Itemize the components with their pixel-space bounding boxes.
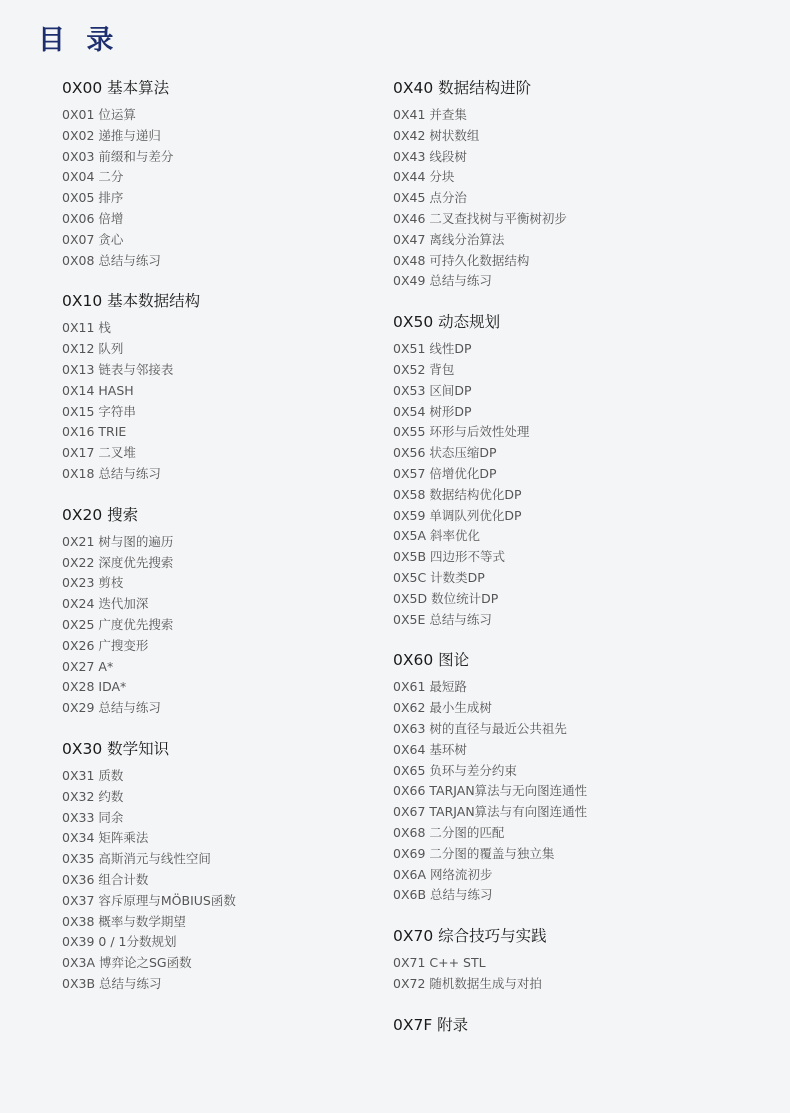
toc-item[interactable]: 0X6B 总结与练习 — [393, 887, 493, 903]
toc-item[interactable]: 0X47 离线分治算法 — [393, 231, 505, 247]
toc-item[interactable]: 0X21 树与图的遍历 — [62, 533, 174, 549]
section-title[interactable]: 0X30 数学知识 — [62, 739, 170, 758]
toc-item[interactable]: 0X31 质数 — [62, 767, 124, 783]
toc-item[interactable]: 0X16 TRIE — [62, 424, 127, 440]
toc-item[interactable]: 0X25 广度优先搜索 — [62, 616, 174, 632]
toc-item[interactable]: 0X42 树状数组 — [393, 127, 480, 143]
toc-item[interactable]: 0X54 树形DP — [393, 403, 472, 419]
toc-section — [62, 737, 402, 995]
toc-item[interactable]: 0X66 TARJAN算法与无向图连通性 — [393, 783, 588, 799]
toc-item[interactable]: 0X64 基环树 — [393, 741, 467, 757]
section-title[interactable]: 0X7F 附录 — [393, 1015, 469, 1034]
toc-item[interactable]: 0X36 组合计数 — [62, 871, 149, 887]
toc-item[interactable]: 0X44 分块 — [393, 169, 455, 185]
toc-item[interactable]: 0X57 倍增优化DP — [393, 465, 497, 481]
toc-item[interactable]: 0X32 约数 — [62, 788, 124, 804]
toc-item[interactable]: 0X5D 数位统计DP — [393, 590, 499, 606]
toc-item[interactable]: 0X72 随机数据生成与对拍 — [393, 975, 542, 991]
toc-item[interactable]: 0X18 总结与练习 — [62, 465, 161, 481]
toc-item[interactable]: 0X59 单调队列优化DP — [393, 507, 522, 523]
toc-item[interactable]: 0X6A 网络流初步 — [393, 866, 493, 882]
toc-item[interactable]: 0X24 迭代加深 — [62, 596, 149, 612]
toc-item[interactable]: 0X56 状态压缩DP — [393, 445, 497, 461]
toc-right-column — [393, 76, 733, 1056]
toc-item[interactable]: 0X68 二分图的匹配 — [393, 824, 505, 840]
toc-item[interactable]: 0X27 A* — [62, 658, 114, 674]
toc-section — [393, 310, 733, 630]
toc-item[interactable]: 0X5B 四边形不等式 — [393, 549, 506, 565]
toc-section — [393, 648, 733, 906]
toc-item[interactable]: 0X46 二叉查找树与平衡树初步 — [393, 210, 567, 226]
toc-item[interactable]: 0X63 树的直径与最近公共祖先 — [393, 720, 567, 736]
section-title[interactable]: 0X10 基本数据结构 — [62, 292, 201, 311]
toc-section — [393, 76, 733, 292]
toc-item[interactable]: 0X06 倍增 — [62, 210, 124, 226]
toc-item[interactable]: 0X11 栈 — [62, 320, 111, 336]
toc-section — [62, 76, 402, 271]
toc-item[interactable]: 0X26 广搜变形 — [62, 637, 149, 653]
toc-item[interactable]: 0X67 TARJAN算法与有向图连通性 — [393, 804, 588, 820]
toc-item[interactable]: 0X13 链表与邻接表 — [62, 361, 174, 377]
toc-item[interactable]: 0X38 概率与数学期望 — [62, 913, 186, 929]
section-title[interactable]: 0X70 综合技巧与实践 — [393, 927, 547, 946]
section-title[interactable]: 0X40 数据结构进阶 — [393, 79, 532, 97]
toc-section — [62, 503, 402, 719]
toc-section — [393, 924, 733, 995]
toc-item[interactable]: 0X14 HASH — [62, 382, 134, 398]
toc-item[interactable]: 0X43 线段树 — [393, 148, 467, 164]
page-title: 目 录 — [38, 25, 120, 56]
toc-item[interactable]: 0X5E 总结与练习 — [393, 611, 492, 627]
toc-item[interactable]: 0X3A 博弈论之SG函数 — [62, 955, 192, 971]
section-title[interactable]: 0X50 动态规划 — [393, 313, 501, 332]
toc-item[interactable]: 0X53 区间DP — [393, 382, 472, 398]
toc-item[interactable]: 0X52 背包 — [393, 361, 455, 377]
toc-item[interactable]: 0X37 容斥原理与MÖBIUS函数 — [62, 892, 236, 908]
toc-item[interactable]: 0X02 递推与递归 — [62, 127, 161, 143]
toc-item[interactable]: 0X61 最短路 — [393, 679, 467, 695]
section-title[interactable]: 0X00 基本算法 — [62, 79, 170, 97]
toc-section — [393, 1013, 733, 1038]
toc-item[interactable]: 0X51 线性DP — [393, 341, 472, 357]
toc-item[interactable]: 0X03 前缀和与差分 — [62, 148, 174, 164]
toc-item[interactable]: 0X39 0 / 1分数规划 — [62, 934, 177, 950]
toc-item[interactable]: 0X23 剪枝 — [62, 575, 124, 591]
toc-item[interactable]: 0X48 可持久化数据结构 — [393, 252, 530, 268]
toc-section — [62, 289, 402, 484]
toc-item[interactable]: 0X41 并查集 — [393, 107, 467, 122]
toc-item[interactable]: 0X5A 斜率优化 — [393, 528, 480, 544]
toc-item[interactable]: 0X3B 总结与练习 — [62, 975, 162, 991]
section-title[interactable]: 0X60 图论 — [393, 651, 470, 670]
toc-item[interactable]: 0X29 总结与练习 — [62, 700, 161, 716]
toc-item[interactable]: 0X58 数据结构优化DP — [393, 486, 522, 502]
toc-item[interactable]: 0X05 排序 — [62, 190, 124, 206]
toc-item[interactable]: 0X17 二叉堆 — [62, 445, 136, 461]
toc-item[interactable]: 0X65 负环与差分约束 — [393, 762, 517, 778]
toc-item[interactable]: 0X49 总结与练习 — [393, 273, 492, 289]
toc-item[interactable]: 0X07 贪心 — [62, 231, 124, 247]
toc-item[interactable]: 0X62 最小生成树 — [393, 700, 492, 716]
toc-left-column — [62, 76, 402, 1013]
toc-item[interactable]: 0X5C 计数类DP — [393, 569, 485, 585]
toc-item[interactable]: 0X04 二分 — [62, 169, 124, 185]
toc-item[interactable]: 0X35 高斯消元与线性空间 — [62, 851, 211, 867]
section-title[interactable]: 0X20 搜索 — [62, 505, 139, 524]
toc-item[interactable]: 0X12 队列 — [62, 341, 124, 357]
toc-item[interactable]: 0X45 点分治 — [393, 190, 467, 206]
toc-item[interactable]: 0X22 深度优先搜索 — [62, 554, 174, 570]
toc-item[interactable]: 0X55 环形与后效性处理 — [393, 424, 530, 440]
toc-item[interactable]: 0X28 IDA* — [62, 679, 127, 695]
toc-item[interactable]: 0X33 同余 — [62, 809, 124, 825]
toc-item[interactable]: 0X71 C++ STL — [393, 955, 486, 971]
toc-item[interactable]: 0X34 矩阵乘法 — [62, 830, 149, 846]
toc-item[interactable]: 0X08 总结与练习 — [62, 252, 161, 268]
toc-item[interactable]: 0X01 位运算 — [62, 107, 136, 122]
toc-item[interactable]: 0X15 字符串 — [62, 403, 136, 419]
toc-item[interactable]: 0X69 二分图的覆盖与独立集 — [393, 845, 555, 861]
